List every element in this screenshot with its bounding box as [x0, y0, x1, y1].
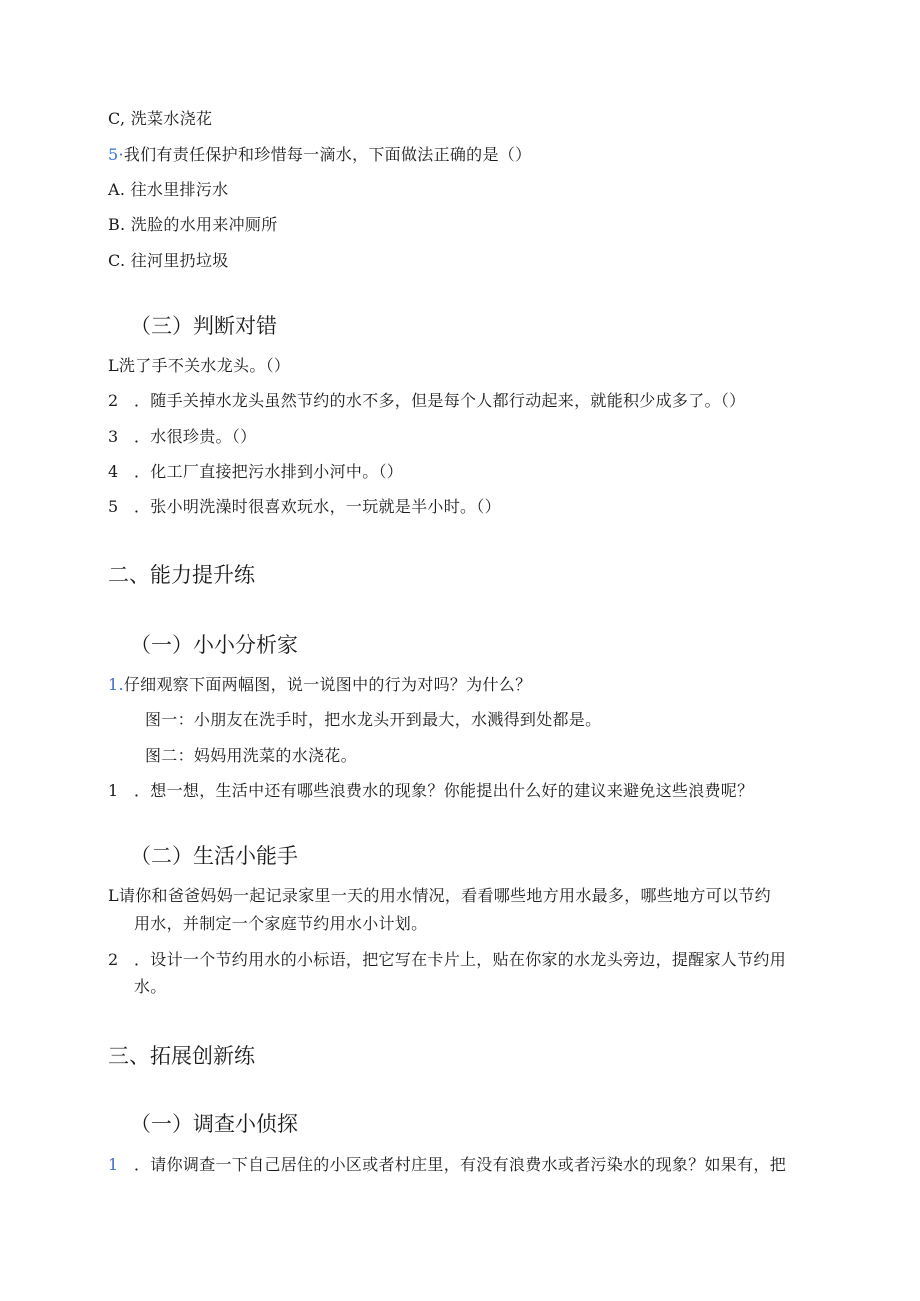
item-text: ．请你调查一下自己居住的小区或者村庄里，有没有浪费水或者污染水的现象？如果有，把 [134, 1155, 787, 1174]
section-title-3: 三、拓展创新练 [108, 1044, 255, 1068]
item-text: ．化工厂直接把污水排到小河中。（） [134, 462, 404, 481]
item-number: 3 [108, 427, 119, 446]
life-item-2-line-1 [108, 950, 786, 970]
item-text: 仔细观察下面两幅图，说一说图中的行为对吗？为什么？ [123, 675, 532, 694]
option-b-q5: B. 洗脸的水用来冲厕所 [108, 215, 278, 234]
question-number: 5· [108, 145, 124, 164]
item-number: 5 [108, 497, 119, 516]
option-c-q4: C, 洗菜水浇花 [108, 109, 213, 128]
item-number: 1 [108, 1155, 119, 1174]
item-number: 1. [108, 675, 124, 694]
item-text: ．张小明洗澡时很喜欢玩水，一玩就是半小时。（） [134, 497, 501, 516]
item-number: 2 [108, 950, 119, 969]
option-a-q5: A. 往水里排污水 [108, 180, 229, 199]
option-c-q5: C. 往河里扔垃圾 [108, 251, 229, 270]
question-5 [108, 145, 531, 165]
section-title-2: 二、能力提升练 [108, 563, 255, 587]
analysis-item-2 [108, 781, 753, 801]
investigate-item-1 [108, 1155, 786, 1175]
figure-1-description: 图一：小朋友在洗手时，把水龙头开到最大，水溅得到处都是。 [145, 710, 602, 729]
item-text: ．水很珍贵。（） [134, 427, 257, 446]
judge-item-2 [108, 391, 745, 411]
question-text: 我们有责任保护和珍惜每一滴水，下面做法正确的是（） [123, 145, 532, 164]
item-number: 1 [108, 781, 119, 800]
life-item-1-line-2: 用水，并制定一个家庭节约用水小计划。 [134, 914, 428, 933]
judge-section-title: （三）判断对错 [130, 314, 277, 338]
figure-2-description: 图二：妈妈用洗菜的水浇花。 [145, 746, 357, 765]
item-text: ．想一想，生活中还有哪些浪费水的现象？你能提出什么好的建议来避免这些浪费呢？ [134, 781, 754, 800]
investigate-section-title: （一）调查小侦探 [130, 1112, 298, 1136]
item-text: ．随手关掉水龙头虽然节约的水不多，但是每个人都行动起来，就能积少成多了。（） [134, 391, 746, 410]
life-item-1-line-1: L请你和爸爸妈妈一起记录家里一天的用水情况，看看哪些地方用水最多，哪些地方可以节约 [108, 886, 771, 905]
life-item-2-line-2: 水。 [134, 977, 167, 996]
judge-item-3 [108, 427, 256, 447]
item-text: ．设计一个节约用水的小标语，把它写在卡片上，贴在你家的水龙头旁边，提醒家人节约用 [134, 950, 787, 969]
item-number: 2 [108, 391, 119, 410]
judge-item-4 [108, 462, 403, 482]
judge-item-5 [108, 497, 501, 517]
life-section-title: （二）生活小能手 [130, 844, 298, 868]
analysis-section-title: （一）小小分析家 [130, 633, 298, 657]
item-number: 4 [108, 462, 119, 481]
analysis-item-1 [108, 675, 531, 695]
judge-item-1: L洗了手不关水龙头。（） [108, 356, 291, 375]
